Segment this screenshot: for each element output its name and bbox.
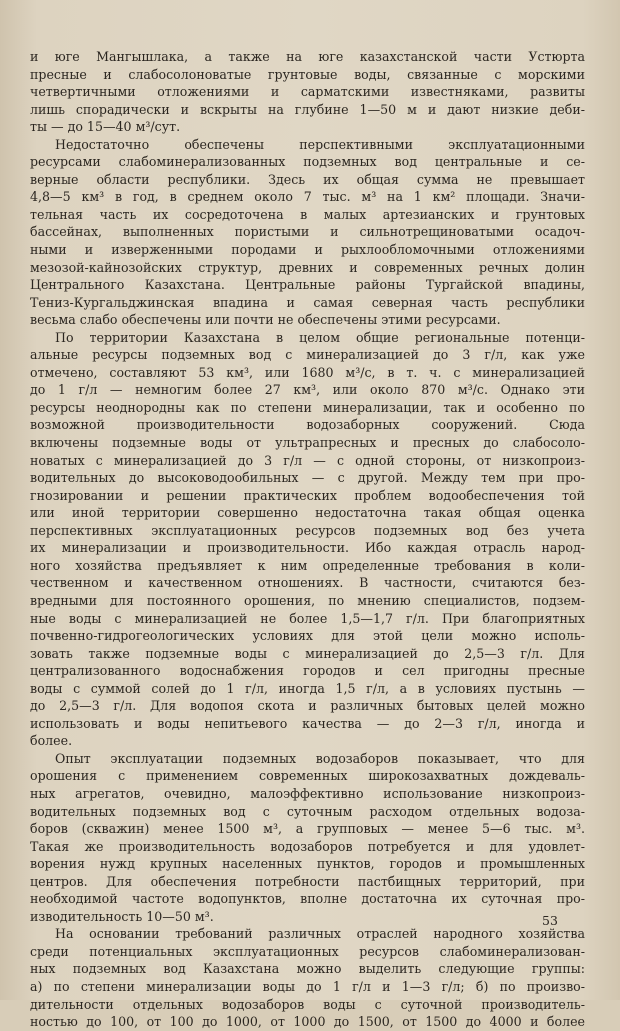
text-line: ворения нужд крупных населенных пунктов, городов и промышленных [30, 856, 585, 872]
text-line: ных агрегатов, очевидно, малоэффективно использование низкопроиз- [30, 785, 585, 801]
text-line: воды с суммой солей до 1 г/л, иногда 1,5 г/л, а в условиях пустынь — [30, 680, 585, 696]
text-line: бассейнах, выполненных пористыми и сильнотрещиноватыми осадоч- [30, 224, 585, 240]
text-line: до 1 г/л — немногим более 27 км³, или около 870 м³/с. Однако эти [30, 382, 585, 398]
text-line: ных подземных вод Казахстана можно выделить следующие группы: [30, 961, 585, 977]
body-text [30, 48, 585, 1031]
text-line: На основании требований различных отраслей народного хозяйства [55, 926, 585, 942]
text-line: Центрального Казахстана. Центральные районы Тургайской впадины, [30, 277, 585, 293]
text-line: ные воды с минерализацией не более 1,5—1,7 г/л. При благоприятных [30, 610, 585, 626]
text-line: отмечено, составляют 53 км³, или 1680 м³/с, в т. ч. с минерализацией [30, 364, 585, 380]
text-line: дительности отдельных водозаборов воды с суточной производитель- [30, 996, 585, 1012]
text-line: пресные и слабосолоноватые грунтовые воды, связанные с морскими [30, 66, 585, 82]
text-line: ты — до 15—40 м³/сут. [30, 119, 181, 135]
text-line: чественном и качественном отношениях. В частности, считаются без- [30, 575, 585, 591]
text-line: ностью до 100, от 100 до 1000, от 1000 до 1500, от 1500 до 4000 и более [30, 1014, 585, 1030]
text-line: или иной территории совершенно недостаточна такая общая оценка [30, 505, 585, 521]
text-line: водительных подземных вод с суточным расходом отдельных водоза- [30, 803, 585, 819]
text-line: изводительность 10—50 м³. [30, 908, 214, 924]
page-number: 53 [542, 913, 558, 928]
text-line: гнозировании и решении практических проблем водообеспечения той [30, 487, 585, 503]
text-line: зовать также подземные воды с минерализацией до 2,5—3 г/л. Для [30, 645, 585, 661]
text-line: Опыт эксплуатации подземных водозаборов показывает, что для [55, 750, 585, 766]
text-line: и юге Мангышлака, а также на юге казахстанской части Устюрта [30, 49, 585, 64]
text-line: централизованного водоснабжения городов и сел пригодны пресные [30, 663, 585, 679]
text-line: По территории Казахстана в целом общие региональные потенци- [55, 329, 585, 345]
text-line: боров (скважин) менее 1500 м³, а групповых — менее 5—6 тыс. м³. [30, 821, 585, 837]
text-line: среди потенциальных эксплуатационных ресурсов слабоминерализован- [30, 943, 585, 959]
text-line: возможной производительности водозаборных сооружений. Сюда [30, 417, 585, 433]
text-line: необходимой частоте водопунктов, вполне достаточна их суточная про- [30, 891, 585, 907]
text-line: тельная часть их сосредоточена в малых артезианских и грунтовых [30, 206, 585, 222]
text-line: весьма слабо обеспечены или почти не обеспечены этими ресурсами. [30, 312, 501, 328]
text-line: ресурсами слабоминерализованных подземных вод центральные и се- [30, 154, 585, 170]
text-line: 4,8—5 км³ в год, в среднем около 7 тыс. м³ на 1 км² площади. Значи- [30, 189, 585, 205]
text-line: перспективных эксплуатационных ресурсов подземных вод без учета [30, 522, 585, 538]
text-line: лишь спорадически и вскрыты на глубине 1—50 м и дают низкие деби- [30, 101, 585, 117]
text-line: альные ресурсы подземных вод с минерализацией до 3 г/л, как уже [30, 347, 585, 363]
text-line: орошения с применением современных широкозахватных дождеваль- [30, 768, 585, 784]
text-line: почвенно-гидрогеологических условиях для этой цели можно исполь- [30, 628, 585, 644]
text-line: ного хозяйства предъявляет к ним определенные требования в коли- [30, 557, 585, 573]
text-line: водительных до высоководообильных — с другой. Между тем при про- [30, 470, 585, 486]
text-line: их минерализации и производительности. Ибо каждая отрасль народ- [30, 540, 585, 556]
text-line: центров. Для обеспечения потребности пастбищных территорий, при [30, 873, 585, 889]
text-line: до 2,5—3 г/л. Для водопоя скота и различных бытовых целей можно [30, 698, 585, 714]
text-line: включены подземные воды от ультрапресных и пресных до слабосоло- [30, 435, 585, 451]
text-line: ресурсы неоднородны как по степени минерализации, так и особенно по [30, 399, 585, 415]
text-line: верные области республики. Здесь их общая сумма не превышает [30, 171, 585, 187]
text-line: Недостаточно обеспечены перспективными эксплуатационными [55, 136, 585, 152]
text-line: ными и изверженными породами и рыхлообломочными отложениями [30, 242, 585, 258]
text-line: мезозой-кайнозойских структур, древних и современных речных долин [30, 259, 585, 275]
text-line: вредными для постоянного орошения, по мнению специалистов, подзем- [30, 592, 585, 608]
text-line: Тениз-Кургальджинская впадина и самая северная часть республики [30, 294, 585, 310]
text-line: четвертичными отложениями и сарматскими известняками, развиты [30, 84, 585, 100]
text-line: новатых с минерализацией до 3 г/л — с одной стороны, от низкопроиз- [30, 452, 585, 468]
text-line: а) по степени минерализации воды до 1 г/л и 1—3 г/л; б) по произво- [30, 978, 585, 994]
text-line: использовать и воды непитьевого качества — до 2—3 г/л, иногда и [30, 715, 585, 731]
text-line: более. [30, 733, 73, 749]
text-line: Такая же производительность водозаборов потребуется и для удовлет- [30, 838, 585, 854]
